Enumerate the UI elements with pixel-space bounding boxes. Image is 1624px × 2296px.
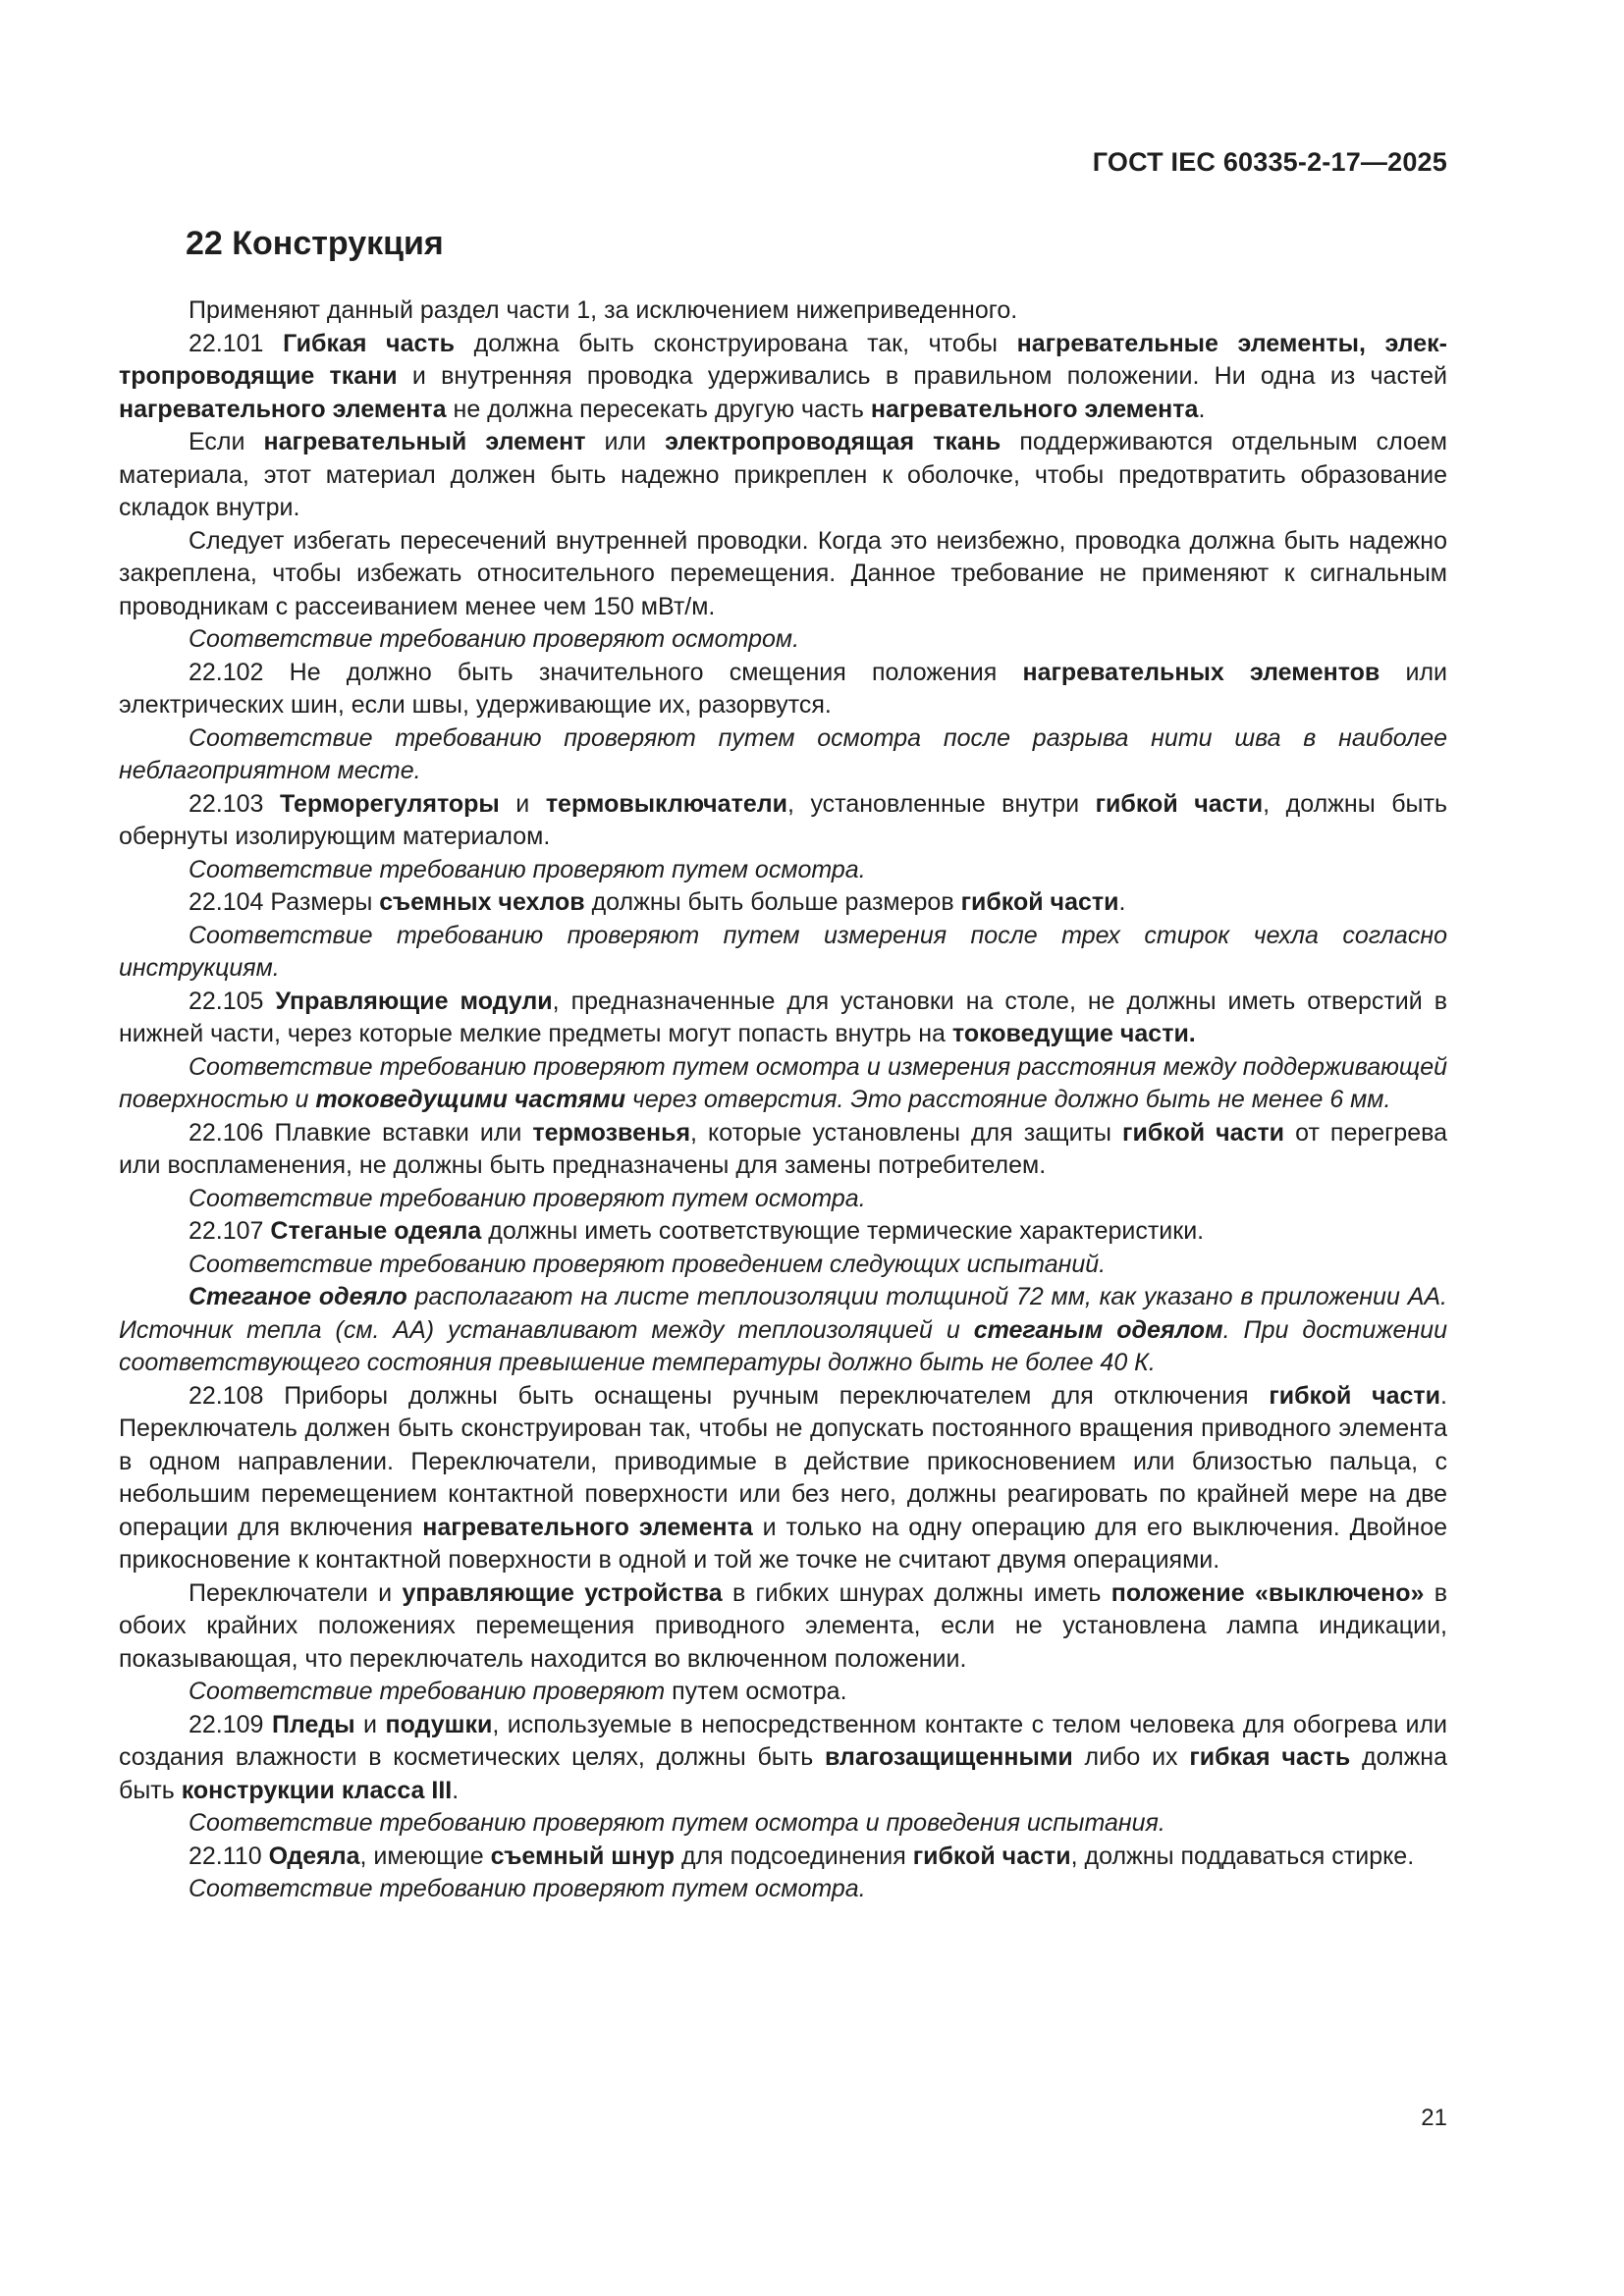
paragraph xyxy=(119,525,1447,624)
paragraph xyxy=(119,1215,1447,1249)
bold-term: токоведущие части. xyxy=(951,1020,1196,1047)
bold-term: стеганым одеялом xyxy=(973,1315,1223,1344)
text-segment: , установленные внутри xyxy=(786,789,1096,818)
bold-term: нагревательный элемент xyxy=(263,428,586,455)
text-segment: должны иметь соответствующие термические характеристики. xyxy=(481,1217,1205,1245)
text-segment: Соответствие требованию проверяют путем осмотра. xyxy=(189,855,866,883)
bold-term: термозвенья xyxy=(532,1118,691,1147)
bold-term: токоведущими частями xyxy=(315,1086,625,1113)
bold-term: съемных чехлов xyxy=(379,888,585,916)
paragraph xyxy=(119,788,1447,854)
text-segment: , должны поддаваться стирке. xyxy=(1070,1842,1415,1870)
bold-term: нагревательных элементов xyxy=(1022,658,1380,686)
bold-term: гибкой части xyxy=(912,1842,1071,1870)
text-segment: Применяют данный раздел части 1, за исключением нижеприведенного. xyxy=(189,296,1018,324)
bold-term: Управляющие модули xyxy=(275,987,553,1015)
paragraphs-container xyxy=(119,294,1447,1906)
text-segment: 22.103 xyxy=(189,789,281,818)
paragraph xyxy=(119,328,1447,427)
bold-term: гибкой части xyxy=(1122,1118,1285,1147)
text-segment: или электрических шин, если швы, удерживающие их, разорвутся. xyxy=(119,658,1447,719)
text-segment: 22.104 Размеры xyxy=(189,888,380,916)
text-segment: . xyxy=(1198,395,1206,423)
text-segment: , имеющие xyxy=(359,1842,491,1870)
text-segment: 22.102 Не должно быть значительного смещения положения xyxy=(189,658,1023,686)
text-segment: и только на одну операцию для его выключения. Двойное прикосновение к контактной поверхности в одной и той же точке не считают двумя операциями. xyxy=(119,1513,1447,1574)
paragraph xyxy=(119,722,1447,788)
text-segment: 22.101 xyxy=(189,329,284,357)
text-segment: 22.105 xyxy=(189,987,276,1015)
bold-term: конструкции класса III xyxy=(181,1776,453,1804)
text-segment: и внутренняя проводка удерживались в правильном положении. Ни одна из частей xyxy=(397,362,1447,390)
text-segment: 22.106 Плавкие вставки или xyxy=(189,1118,533,1147)
paragraph xyxy=(119,1380,1447,1577)
bold-term: гибкая часть xyxy=(1189,1743,1351,1771)
text-segment: должна быть сконструирована так, чтобы xyxy=(455,329,1017,357)
bold-term: нагревательного элемента xyxy=(422,1513,753,1541)
bold-term: термовыключатели xyxy=(545,789,787,818)
paragraph xyxy=(119,1281,1447,1380)
paragraph xyxy=(119,657,1447,722)
text-segment: Если xyxy=(189,428,264,455)
text-segment: 22.110 xyxy=(189,1842,269,1870)
text-segment: Соответствие требованию проверяют путем осмотра после разрыва нити шва в наиболее неблагоприятном месте. xyxy=(119,723,1447,784)
text-segment: 22.109 xyxy=(189,1710,272,1738)
paragraph xyxy=(119,854,1447,887)
paragraph xyxy=(119,1676,1447,1709)
section-title: 22 Конструкция xyxy=(186,225,444,262)
paragraph xyxy=(119,986,1447,1051)
paragraph xyxy=(119,1183,1447,1216)
text-segment: 22.108 Приборы должны быть оснащены ручным переключателем для отключения xyxy=(189,1381,1270,1410)
paragraph xyxy=(119,294,1447,328)
text-segment: 22.107 xyxy=(189,1217,271,1245)
bold-term: Гибкая часть xyxy=(283,329,455,357)
text-segment: Соответствие требованию проверяют проведением следующих испытаний. xyxy=(189,1250,1107,1278)
text-segment: через отверстия. Это расстояние должно быть не менее 6 мм. xyxy=(625,1086,1391,1113)
text-segment: Соответствие требованию проверяют xyxy=(189,1678,666,1705)
bold-term: нагревательные элементы, электропроводящие ткани xyxy=(119,329,1447,390)
text-segment: поддерживаются отдельным слоем материала, этот материал должен быть надежно прикреплен к оболочке, чтобы предотвратить образование складок внутри. xyxy=(119,428,1447,521)
paragraph xyxy=(119,920,1447,986)
bold-term: нагревательного элемента xyxy=(870,395,1199,423)
text-segment: , которые установлены для защиты xyxy=(690,1118,1123,1147)
bold-term: управляющие устройства xyxy=(402,1578,723,1607)
bold-term: гибкой части xyxy=(1095,789,1264,818)
bold-term: Стеганое одеяло xyxy=(189,1283,407,1310)
paragraph xyxy=(119,1873,1447,1906)
page-number: 21 xyxy=(1421,2105,1447,2131)
text-segment: в гибких шнурах должны иметь xyxy=(722,1578,1111,1607)
bold-term: гибкой части xyxy=(1269,1381,1441,1410)
text-segment: и xyxy=(499,789,546,818)
text-segment: либо их xyxy=(1072,1743,1190,1771)
text-segment: , должны быть обернуты изолирующим материалом. xyxy=(119,789,1447,850)
text-segment: . xyxy=(1118,888,1126,916)
text-segment: Соответствие требованию проверяют путем осмотра и проведения испытания. xyxy=(189,1809,1165,1837)
text-segment: Соответствие требованию проверяют путем осмотра. xyxy=(189,1184,866,1212)
bold-term: Терморегуляторы xyxy=(280,789,500,818)
bold-term: влагозащищенными xyxy=(825,1743,1073,1771)
bold-term: электропроводящая ткань xyxy=(665,428,1001,455)
paragraph xyxy=(119,1577,1447,1677)
text-segment: Соответствие требованию проверяют осмотром. xyxy=(189,625,800,653)
paragraph xyxy=(119,1807,1447,1841)
text-segment: для подсоединения xyxy=(675,1842,913,1870)
text-segment: , используемые в непосредственном контакте с телом человека для обогрева или создания влажности в косметических целях, должны быть xyxy=(119,1710,1447,1771)
bold-term: нагревательного элемента xyxy=(119,395,447,423)
bold-term: Стеганые одеяла xyxy=(270,1217,482,1245)
text-segment: в обоих крайних положениях перемещения приводного элемента, если не установлена лампа индикации, показывающая, что переключатель находится во включенном положении. xyxy=(119,1578,1448,1673)
standard-number: ГОСТ IEC 60335-2-17—2025 xyxy=(1092,147,1447,177)
text-segment: Соответствие требованию проверяют путем измерения после трех стирок чехла согласно инструкциям. xyxy=(119,921,1447,982)
paragraph xyxy=(119,426,1447,525)
paragraph xyxy=(119,886,1447,920)
paragraph xyxy=(119,1709,1447,1808)
text-segment: не должна пересекать другую часть xyxy=(446,395,871,423)
text-segment: , предназначенные для установки на столе, не должны иметь отверстий в нижней части, через которые мелкие предметы могут попасть внутрь на xyxy=(119,987,1447,1047)
bold-term: положение «выключено» xyxy=(1110,1578,1425,1607)
text-segment: Переключатели и xyxy=(189,1578,403,1607)
bold-term: Одеяла xyxy=(268,1842,360,1870)
paragraph xyxy=(119,623,1447,657)
paragraph xyxy=(119,1051,1447,1117)
paragraph xyxy=(119,1841,1447,1874)
text-segment: располагают на листе теплоизоляции толщиной 72 мм, как указано в приложении АА. Источник тепла (см. АА) устанавливают между теплоизоляцией и xyxy=(119,1283,1447,1344)
bold-term: гибкой части xyxy=(960,888,1119,916)
paragraph xyxy=(119,1249,1447,1282)
text-segment: и xyxy=(354,1710,386,1738)
document-body xyxy=(119,222,1447,1906)
text-segment: . При достижении соответствующего состояния превышение температуры должно быть не более 40 К. xyxy=(119,1315,1447,1376)
paragraph xyxy=(119,1117,1447,1183)
text-segment: Соответствие требованию проверяют путем осмотра. xyxy=(189,1875,866,1902)
text-segment: Следует избегать пересечений внутренней проводки. Когда это неизбежно, проводка должна быть надежно закреплена, чтобы избежать относительного перемещения. Данное требование не применяют к сигнальным проводникам с рассеиванием менее чем 150 мВт/м. xyxy=(119,526,1447,620)
bold-term: Пледы xyxy=(271,1710,355,1738)
text-segment: должны быть больше размеров xyxy=(584,888,961,916)
bold-term: подушки xyxy=(385,1710,493,1738)
bold-term: съемный шнур xyxy=(490,1842,676,1870)
text-segment: Соответствие требованию проверяют путем осмотра и измерения расстояния между поддерживающей поверхностью и xyxy=(119,1052,1447,1113)
text-segment: . Переключатель должен быть сконструирован так, чтобы не допускать постоянного вращения приводного элемента в одном направлении. Переключатели, приводимые в действие прикосновением или близостью пальца, с небольшим перемещением контактной поверхности или без него, должны реагировать по крайней мере на две операции для включения xyxy=(119,1381,1447,1541)
text-segment: путем осмотра. xyxy=(665,1678,847,1705)
text-segment: от перегрева или воспламенения, не должны быть предназначены для замены потребителем. xyxy=(119,1118,1447,1179)
text-segment: должна быть xyxy=(119,1743,1448,1804)
text-segment: или xyxy=(585,428,666,455)
text-segment: . xyxy=(452,1776,460,1804)
